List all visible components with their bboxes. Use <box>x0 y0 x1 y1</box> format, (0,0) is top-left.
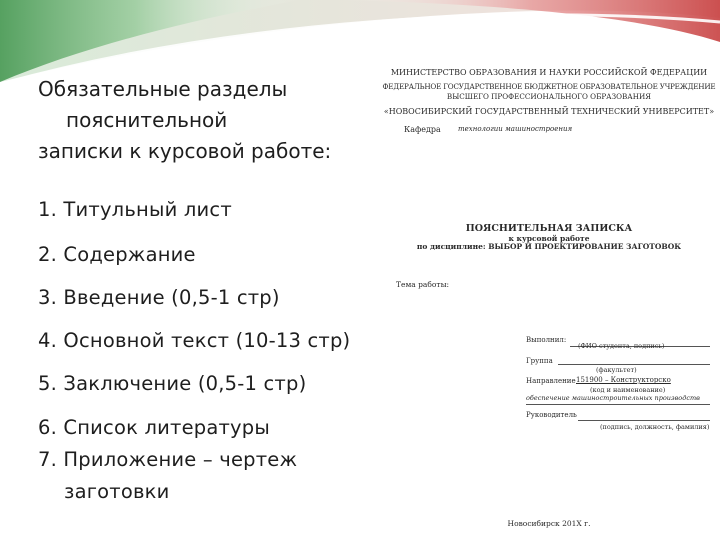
heading-line-1: Обязательные разделы <box>38 77 288 101</box>
tp-supervisor-label: Руководитель <box>526 411 577 419</box>
tp-topic-label: Тема работы: <box>396 280 450 289</box>
tp-note-subtitle: к курсовой работе <box>508 234 590 243</box>
tp-city-year: Новосибирск 201Х г. <box>507 519 591 528</box>
heading-line-2: пояснительной <box>66 108 228 132</box>
section-item-appendix: 7. Приложение – чертеж <box>38 448 298 471</box>
tp-direction-label: Направление <box>526 377 576 385</box>
tp-higher-education: ВЫСШЕГО ПРОФЕССИОНАЛЬНОГО ОБРАЗОВАНИЯ <box>446 92 652 101</box>
tp-direction-hint: (код и наименование) <box>590 386 666 394</box>
tp-performed-label: Выполнил: <box>526 336 567 344</box>
tp-faculty-hint: (факультет) <box>596 366 637 374</box>
heading-line-3: записки к курсовой работе: <box>38 139 332 163</box>
tp-direction-value-2: обеспечение машиностроительных производств <box>526 394 700 402</box>
section-item-references: 6. Список литературы <box>38 416 270 439</box>
tp-group-line <box>558 364 710 365</box>
tp-supervisor-line <box>578 420 710 421</box>
section-item-introduction: 3. Введение (0,5-1 стр) <box>38 286 280 309</box>
tp-discipline: по дисциплине: ВЫБОР И ПРОЕКТИРОВАНИЕ ЗАГОТОВОК <box>416 242 682 251</box>
section-item-appendix-continued: заготовки <box>64 480 170 503</box>
tp-supervisor-hint: (подпись, должность, фамилия) <box>600 423 710 431</box>
tp-performed-hint: (ФИО студента, подпись) <box>578 342 665 350</box>
section-item-contents: 2. Содержание <box>38 243 196 266</box>
title-page-sample <box>378 60 720 540</box>
section-item-conclusion: 5. Заключение (0,5-1 стр) <box>38 372 307 395</box>
tp-federal-institution: ФЕДЕРАЛЬНОЕ ГОСУДАРСТВЕННОЕ БЮДЖЕТНОЕ ОБРАЗОВАТЕЛЬНОЕ УЧРЕЖДЕНИЕ <box>382 82 716 91</box>
tp-direction-value: 151900 – Конструкторско <box>576 376 671 384</box>
tp-ministry: МИНИСТЕРСТВО ОБРАЗОВАНИЯ И НАУКИ РОССИЙСКОЙ ФЕДЕРАЦИИ <box>390 68 708 77</box>
section-item-main-text: 4. Основной текст (10-13 стр) <box>38 329 351 352</box>
tp-department-value: технологии машиностроения <box>458 125 573 133</box>
slide-heading <box>38 74 368 167</box>
tp-direction-line <box>526 404 710 405</box>
tp-department-label: Кафедра <box>404 125 441 134</box>
section-item-title-page: 1. Титульный лист <box>38 198 232 221</box>
tp-note-title: ПОЯСНИТЕЛЬНАЯ ЗАПИСКА <box>465 223 633 234</box>
tp-group-label: Группа <box>526 357 553 365</box>
tp-university: «НОВОСИБИРСКИЙ ГОСУДАРСТВЕННЫЙ ТЕХНИЧЕСКИЙ УНИВЕРСИТЕТ» <box>383 107 715 116</box>
